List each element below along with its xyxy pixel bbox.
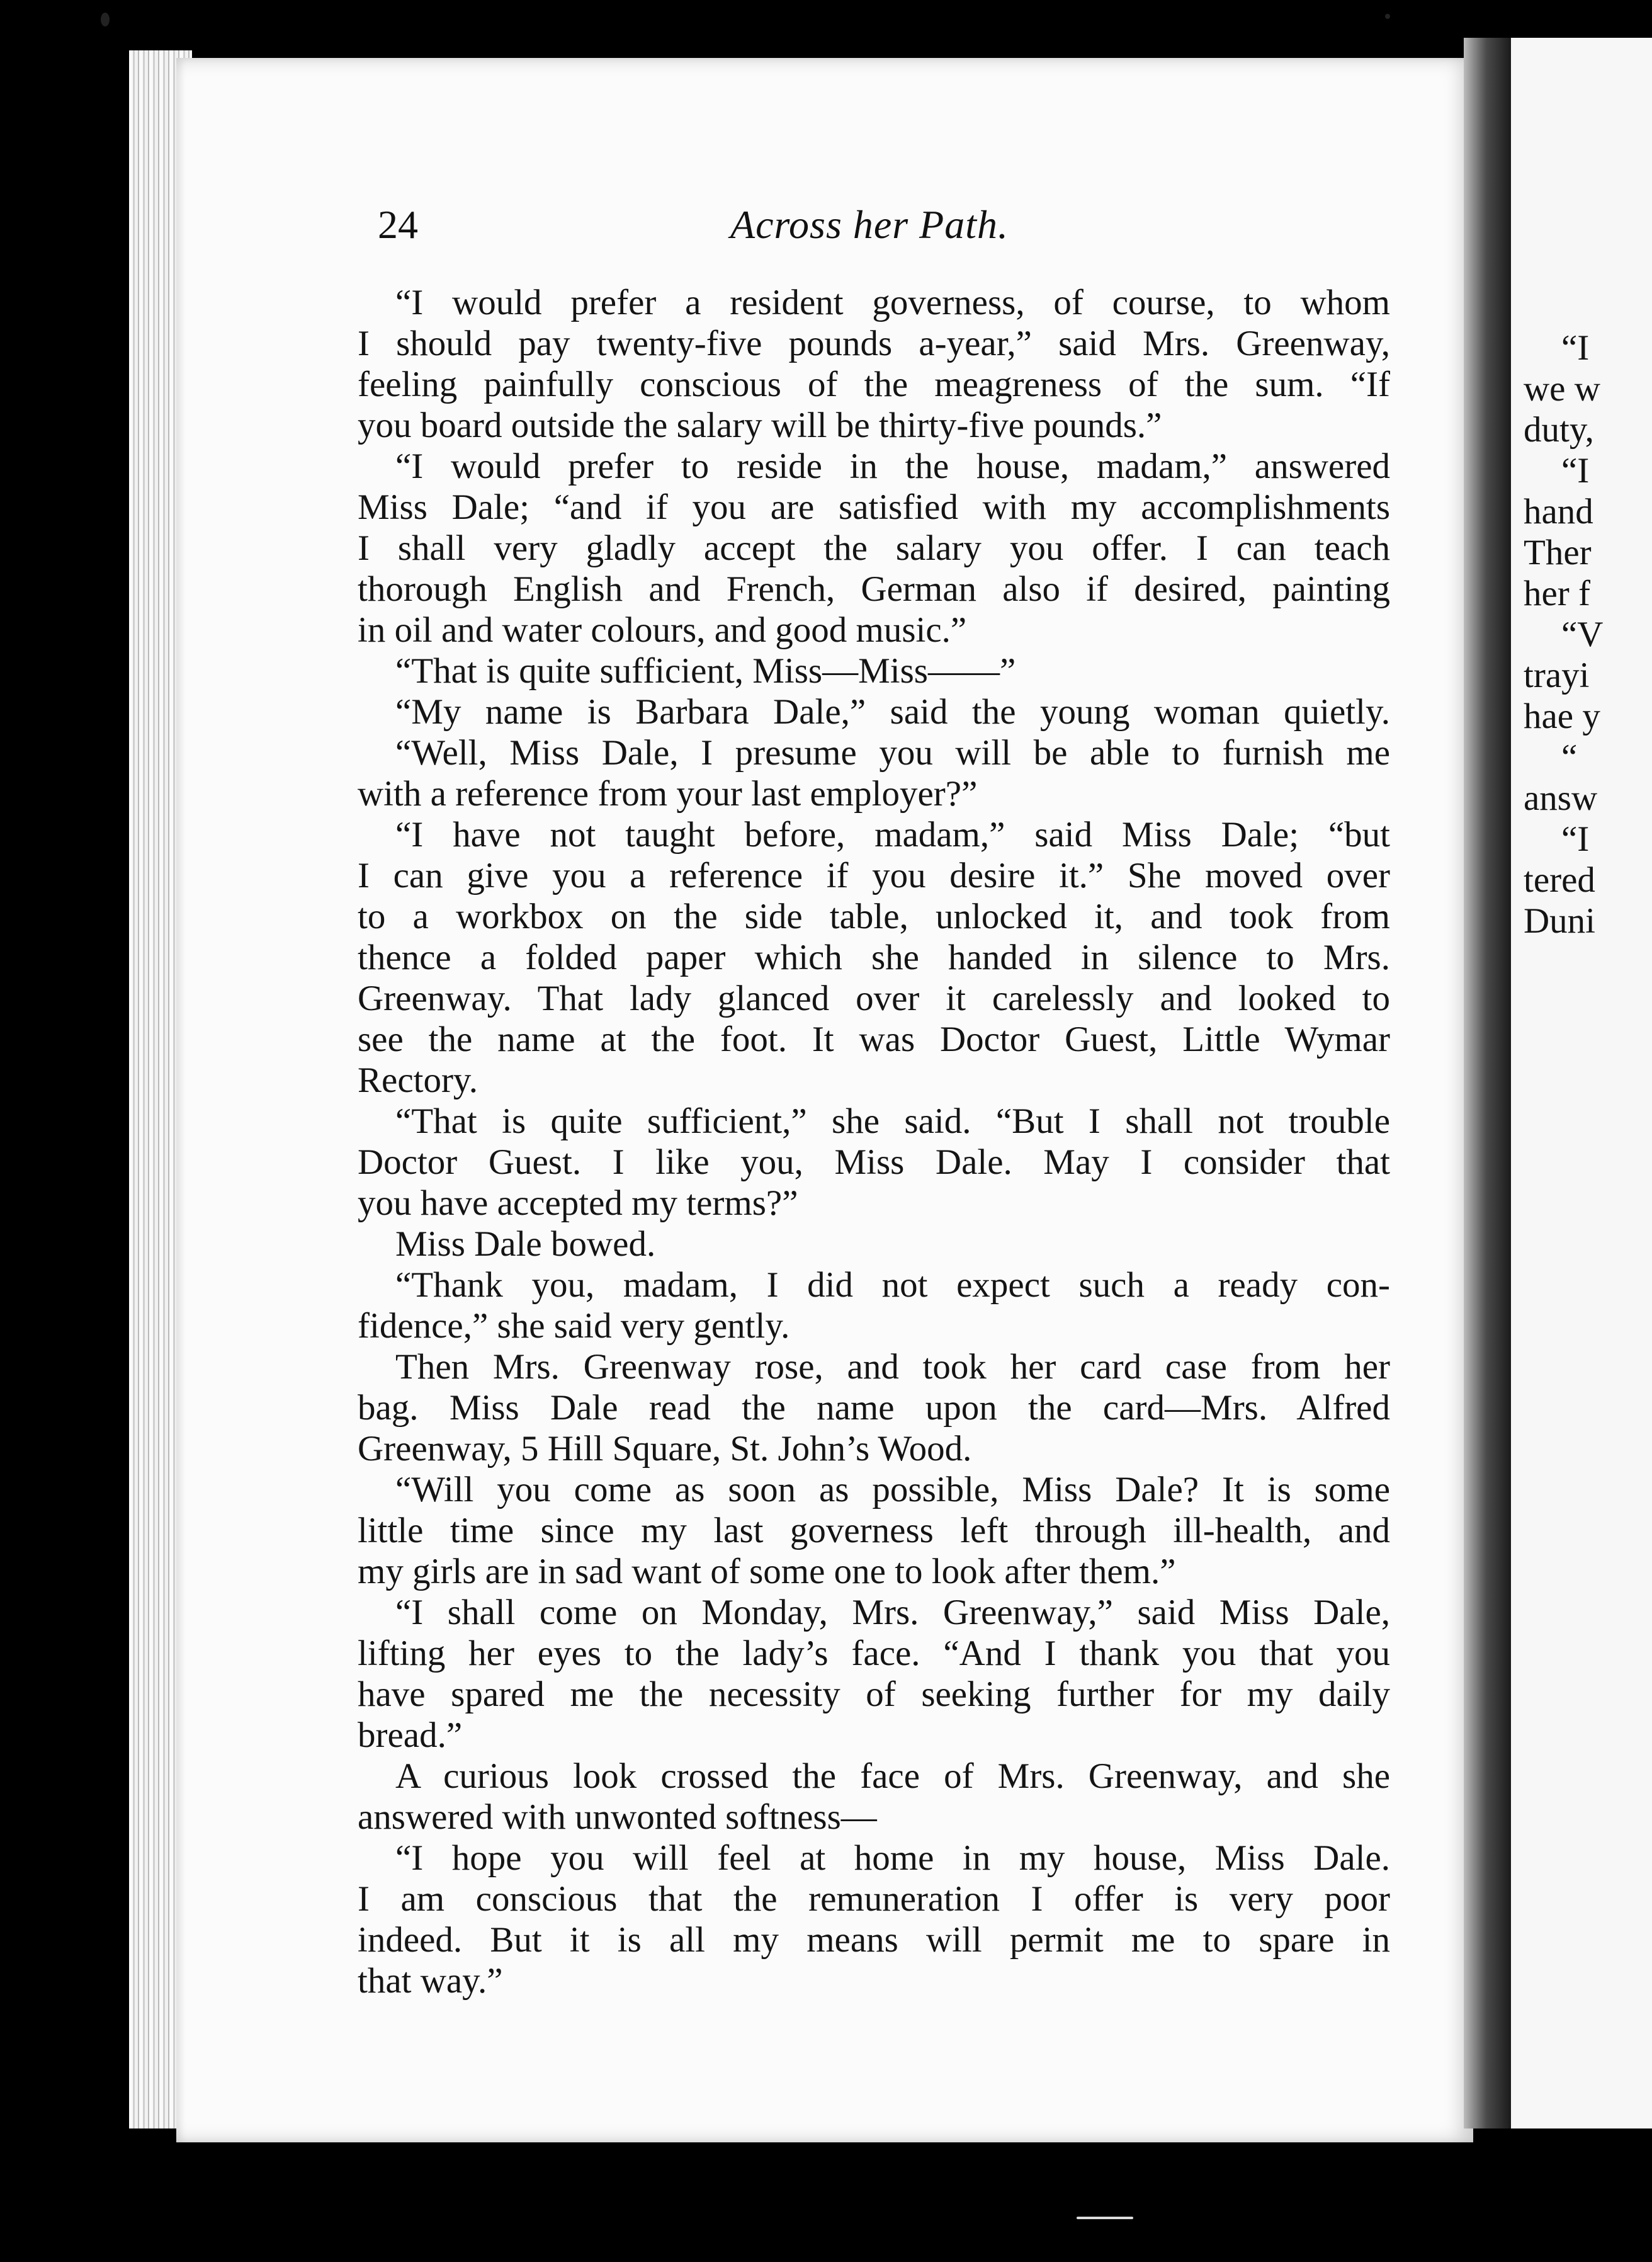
text-line: “I hope you will feel at home in my house, Miss Dale. bbox=[395, 1838, 1390, 1878]
text-line: “That is quite sufficient,” she said. “But I shall not trouble bbox=[395, 1101, 1390, 1141]
text-line: with a reference from your last employer?” bbox=[358, 774, 978, 814]
body-text bbox=[358, 282, 1390, 2001]
scan-speck bbox=[101, 13, 110, 26]
text-line: Greenway. That lady glanced over it carelessly and looked to bbox=[358, 979, 1390, 1018]
text-line: indeed. But it is all my means will permit me to spare in bbox=[358, 1920, 1390, 1960]
facing-line: we w bbox=[1524, 369, 1600, 409]
text-line: you board outside the salary will be thirty-five pounds.” bbox=[358, 406, 1162, 445]
text-line: I shall very gladly accept the salary you offer. I can teach bbox=[358, 528, 1390, 568]
facing-line: “I bbox=[1561, 819, 1590, 859]
facing-line: Duni bbox=[1524, 901, 1595, 941]
text-line: “I shall come on Monday, Mrs. Greenway,” said Miss Dale, bbox=[395, 1593, 1390, 1632]
text-line: bread.” bbox=[358, 1715, 463, 1755]
text-line: Miss Dale; “and if you are satisfied with my accomplishments bbox=[358, 487, 1390, 527]
text-line: “I would prefer to reside in the house, madam,” answered bbox=[395, 446, 1390, 486]
text-line: have spared me the necessity of seeking further for my daily bbox=[358, 1674, 1390, 1714]
text-line: little time since my last governess left through ill-health, and bbox=[358, 1511, 1390, 1550]
text-line: lifting her eyes to the lady’s face. “And I thank you that you bbox=[358, 1634, 1390, 1673]
facing-line: “I bbox=[1561, 451, 1590, 491]
text-line: bag. Miss Dale read the name upon the card—Mrs. Alfred bbox=[358, 1388, 1390, 1428]
running-title: Across her Path. bbox=[730, 202, 1009, 247]
text-line: in oil and water colours, and good music.” bbox=[358, 610, 967, 650]
scan-speck bbox=[1385, 14, 1390, 19]
text-line: “That is quite sufficient, Miss—Miss——” bbox=[395, 651, 1016, 691]
running-head bbox=[378, 202, 1398, 258]
text-line: “Thank you, madam, I did not expect such a ready con- bbox=[395, 1265, 1390, 1305]
facing-line: “I bbox=[1561, 328, 1590, 368]
facing-line: duty, bbox=[1524, 410, 1594, 450]
text-line: I am conscious that the remuneration I offer is very poor bbox=[358, 1879, 1390, 1919]
text-line: “My name is Barbara Dale,” said the young woman quietly. bbox=[395, 692, 1390, 732]
facing-line: hand bbox=[1524, 492, 1593, 531]
page-number: 24 bbox=[378, 202, 418, 247]
text-line: I should pay twenty-five pounds a-year,” said Mrs. Greenway, bbox=[358, 324, 1390, 363]
text-line: feeling painfully conscious of the meagreness of the sum. “If bbox=[358, 365, 1390, 404]
scan-speck bbox=[1077, 2217, 1133, 2219]
text-line: “I have not taught before, madam,” said Miss Dale; “but bbox=[395, 815, 1390, 855]
facing-line: her f bbox=[1524, 574, 1591, 613]
text-line: my girls are in sad want of some one to look after them.” bbox=[358, 1552, 1176, 1591]
text-line: “Will you come as soon as possible, Miss Dale? It is some bbox=[395, 1470, 1390, 1509]
facing-line: “ bbox=[1561, 737, 1578, 777]
facing-line: “V bbox=[1561, 615, 1604, 654]
facing-line: trayi bbox=[1524, 656, 1590, 695]
text-line: I can give you a reference if you desire it.” She moved over bbox=[358, 856, 1390, 895]
facing-page-text bbox=[1524, 327, 1603, 941]
text-line: fidence,” she said very gently. bbox=[358, 1306, 790, 1346]
facing-page-edge bbox=[1511, 38, 1652, 2128]
text-line: you have accepted my terms?” bbox=[358, 1183, 798, 1223]
text-line: “I would prefer a resident governess, of course, to whom bbox=[395, 283, 1390, 322]
text-line: A curious look crossed the face of Mrs. Greenway, and she bbox=[395, 1756, 1390, 1796]
text-line: Then Mrs. Greenway rose, and took her card case from her bbox=[395, 1347, 1390, 1387]
text-line: answered with unwonted softness— bbox=[358, 1797, 877, 1837]
text-line: see the name at the foot. It was Doctor Guest, Little Wymar bbox=[358, 1020, 1390, 1059]
text-line: Greenway, 5 Hill Square, St. John’s Wood. bbox=[358, 1429, 972, 1469]
text-line: to a workbox on the side table, unlocked it, and took from bbox=[358, 897, 1390, 936]
text-line: Rectory. bbox=[358, 1060, 478, 1100]
text-line: “Well, Miss Dale, I presume you will be able to furnish me bbox=[395, 733, 1390, 773]
text-line: thence a folded paper which she handed in silence to Mrs. bbox=[358, 938, 1390, 977]
facing-line: tered bbox=[1524, 860, 1595, 900]
text-line: Doctor Guest. I like you, Miss Dale. May I consider that bbox=[358, 1142, 1390, 1182]
text-line: that way.” bbox=[358, 1961, 503, 2001]
facing-line: answ bbox=[1524, 778, 1598, 818]
facing-line: Ther bbox=[1524, 533, 1592, 572]
text-line: thorough English and French, German also if desired, painting bbox=[358, 569, 1390, 609]
book-gutter bbox=[1464, 38, 1514, 2128]
facing-line: hae y bbox=[1524, 696, 1600, 736]
text-line: Miss Dale bowed. bbox=[395, 1224, 656, 1264]
